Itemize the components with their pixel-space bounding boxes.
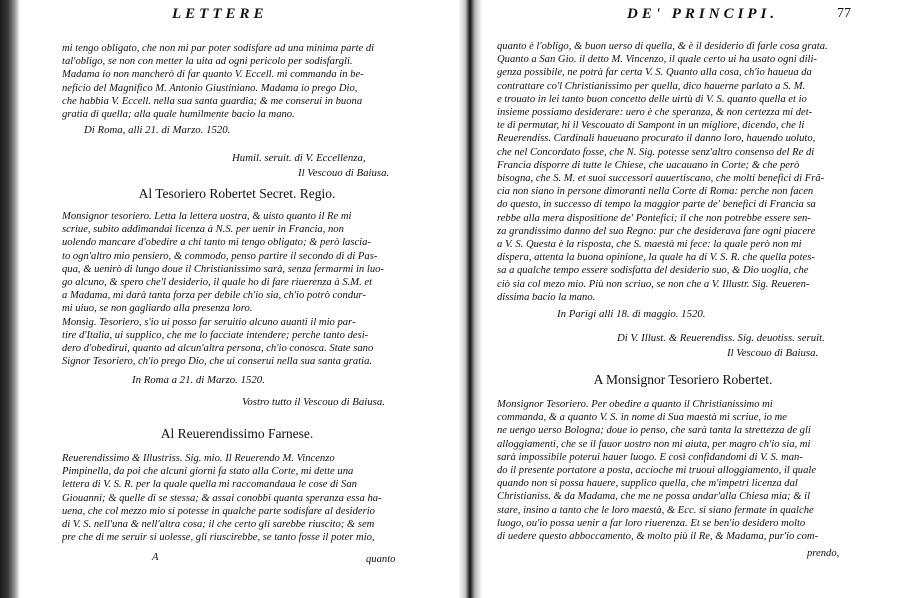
signature-line: Il Vescouo di Baiusa. <box>298 167 390 179</box>
text-line: Christianiss. & da Madama, che me ne possa andar'alla Chiesa mia; & il <box>497 491 811 503</box>
text-line: quanto è l'obligo, & buon uerso di quella, & è il desiderio di farle cosa grata. <box>497 41 828 52</box>
book-gutter <box>458 0 482 598</box>
text-line: di uedere questo abboccamento, & molto più il Re, & Madama, pur'io com- <box>497 531 819 543</box>
text-line: insieme possiamo desiderare: uero è che speranza, & non certezza mi det- <box>497 107 813 119</box>
catchword: quanto <box>366 554 396 565</box>
text-line: to ogn'altro mio pensiero, & commodo, penso partire il secondo dì di Pas- <box>62 250 378 262</box>
text-line: a V. S. Questa è la risposta, che S. maestà mi fece: la quale però non mi <box>497 239 802 251</box>
text-line: a Madama, mi darà tanta forza per debile ch'io sia, ch'io potrò condur- <box>62 290 366 302</box>
text-line: mi tengo obligato, che non mi par poter sodisfare ad una minima parte di <box>62 43 375 54</box>
text-line: ciò sia col mezo mio. Più non scriuo, se non che a V. Illustr. Sig. Reueren- <box>497 278 810 290</box>
letter-heading: A Monsignor Tesoriero Robertet. <box>593 372 773 387</box>
text-line: Monsignor Tesoriero. Per obedire a quanto il Christianissimo mi <box>497 399 773 410</box>
letter-2-body <box>62 210 412 368</box>
text-line: di V. S. nell'una & nell'altra cosa; il che certo gli sarebbe riuscito; & sem <box>62 519 375 531</box>
running-head-right: DE' PRINCIPI. <box>627 6 779 22</box>
letter-2-body <box>497 398 869 543</box>
right-page <box>497 0 869 598</box>
text-line: go alcuno, & spero che'l desiderio, il quale ho di fare riuerenza à S.M. et <box>62 277 373 289</box>
signature-line: Humil. seruit. di V. Eccellenza, <box>232 152 366 164</box>
dateline: In Parigi alli 18. di maggio. 1520. <box>557 308 706 320</box>
text-line: e trouato in lei tanto buon concetto delle uirtù di V. S. quanto quella et io <box>497 93 807 105</box>
text-line: Monsignor tesoriero. Letta la lettera uostra, & uisto quanto il Re mi <box>62 211 352 222</box>
text-line: stare, insino a tanto che le loro maestà, & Ecc. si siano fermate in qualche <box>497 504 814 516</box>
text-line: alloggiamenti, che se il fauor uostro non mi aiuta, per magro ch'io sia, mi <box>497 438 811 450</box>
text-line: uolendo mancare d'obedire a chi tanto mi tengo obligato; & però lascia- <box>62 237 371 249</box>
text-line: do il presente portatore a posta, accioche mi truoui alloggiamento, il quale <box>497 465 817 477</box>
text-line: Monsig. Tesoriero, s'io ui posso far seruitio alcuno auanti il mio par- <box>62 316 356 328</box>
text-line: neficio del Magnifico M. Antonio Giustiniano. Madama io prego Dio, <box>62 82 358 94</box>
text-line: do questo, in successo di tempo la maggior parte de' benefici di Francia sa <box>497 199 816 211</box>
text-line: che habbia V. Eccell. nella sua santa guardia; & me conserui in buona <box>62 95 363 107</box>
letter-3-body <box>62 452 412 544</box>
text-line: contrattare co'l Christianissimo per quella, dico hauerne parlato a S. M. <box>497 80 806 92</box>
text-line: sarà impossibile poterui hauer luogo. E così confidandomi di V. S. man- <box>497 451 803 463</box>
text-line: Signor Tesoriero, ch'io prego Dio, che ui conserui nella sua santa gratia. <box>62 356 373 368</box>
left-page <box>62 0 412 598</box>
text-line: Madama io non mancherò di far quanto V. Eccell. mi commanda in be- <box>62 69 364 81</box>
text-line: rebbe alla mera dispositione de' Pontefici; il che non potrebbe essere sen- <box>497 212 811 224</box>
text-line: bisogna, che S. M. et suoi successori auuertiscano, che molti benefici di Frã- <box>497 173 825 185</box>
letter-heading: Al Tesoriero Robertet Secret. Regio. <box>138 186 336 201</box>
text-line: quando non si possa hauere, supplico quella, che m'impetri licenza dal <box>497 478 798 490</box>
letter-heading: Al Reuerendissimo Farnese. <box>160 426 314 441</box>
text-line: Giouanni; & quelle di se stessa; & assai conobbi quanta speranza essa ha- <box>62 492 382 504</box>
text-line: qua, & uenirò di lungo doue il Christianissimo sarà, senza fermarmi in luo- <box>62 263 384 275</box>
signature-line: Il Vescouo di Baiusa. <box>727 347 819 359</box>
signature-line: Vostro tutto il Vescouo di Baiusa. <box>242 396 385 408</box>
text-line: luogo, ou'io possa uenir a far loro riuerenza. Et se ben'io desidero molto <box>497 517 806 529</box>
letter-1-continuation <box>497 40 869 304</box>
text-line: genza possibile, ne potrà far certa V. S. Quanto alla cosa, ch'io haueua da <box>497 67 812 79</box>
text-line: Francia disporre di tutte le Chiese, che uacauano in Corte; & che però <box>497 159 800 171</box>
text-line: scriue, subito addimandai licenza à N.S. per uenir in Francia, non <box>62 224 344 236</box>
text-line: te di permutar, hi il Vescouato di Sampont in un migliore, dicendo, che li <box>497 120 805 132</box>
signature-line: Di V. Illust. & Reuerendiss. Sig. deuotiss. seruit. <box>617 332 825 344</box>
page-number: 77 <box>837 6 851 21</box>
folio-mark: A <box>152 552 159 563</box>
text-line: dissima bacio la mano. <box>497 291 596 303</box>
text-line: tal'obligo, se non con metter la uita ad ogni pericolo per sodisfargli. <box>62 56 353 68</box>
text-line: za grandissimo danno del suo Regno: pur che desiderava fare ogni piacere <box>497 225 816 237</box>
catchword: prendo, <box>807 548 840 559</box>
text-line: commanda, & a quanto V. S. in nome di Sua maestà mi scriue, io me <box>497 412 787 424</box>
book-edge-shadow <box>0 0 20 598</box>
running-head-left: LETTERE <box>172 6 268 22</box>
text-line: pre che di me seruir si uolesse, gli riuscirebbe, se tanto fosse il poter mio, <box>62 532 375 544</box>
text-line: Reuerendiss. Cardinali haueuano procurato il danno loro, hauendo uoluto, <box>497 133 816 145</box>
text-line: tire d'Italia, ui supplico, che me lo facciate intendere; perche tanto desi- <box>62 329 369 341</box>
text-line: gratia di quella; alla quale humilmente bacio la mano. <box>62 109 295 121</box>
text-line: mi uiuo, se non gagliardo alla presenza loro. <box>62 303 253 315</box>
letter-1-body <box>62 42 412 121</box>
text-line: Quanto a San Gio. il detto M. Vincenzo, il quale certo ui ha usato ogni dili- <box>497 54 817 66</box>
dateline: In Roma a 21. di Marzo. 1520. <box>132 374 265 386</box>
text-line: dero d'obedirui, quanto ad alcun'altra persona, ch'io conosca. State sano <box>62 343 374 355</box>
text-line: dispera, attenta la buona opinione, la quale ha di V. S. R. che quella potes- <box>497 252 815 264</box>
text-line: sa a qualche tempo essere sodisfatta del desiderio suo, & Dio uoglia, che <box>497 265 809 277</box>
text-line: lettera di V. S. R. per la quale quella mi raccomandaua le cose di San <box>62 479 357 491</box>
text-line: uena, che col mezzo mio si potesse in qualche parte sodisfare al desiderio <box>62 505 375 517</box>
text-line: ne uengo uerso Bologna; doue io penso, che sarà tanta la strettezza de gli <box>497 425 811 437</box>
text-line: cia non siano in persone dimoranti nella Corte di Roma: perche non facen <box>497 186 814 198</box>
dateline: Di Roma, alli 21. di Marzo. 1520. <box>84 124 231 136</box>
text-line: Pimpinella, da poi che alcuni giorni fa stato alla Corte, mi dette una <box>62 466 354 478</box>
text-line: Reuerendissimo & Illustriss. Sig. mio. Il Reuerendo M. Vincenzo <box>62 453 335 464</box>
text-line: che nel Concordato fosse, che N. Sig. potesse senz'altro consenso del Re di <box>497 146 815 158</box>
